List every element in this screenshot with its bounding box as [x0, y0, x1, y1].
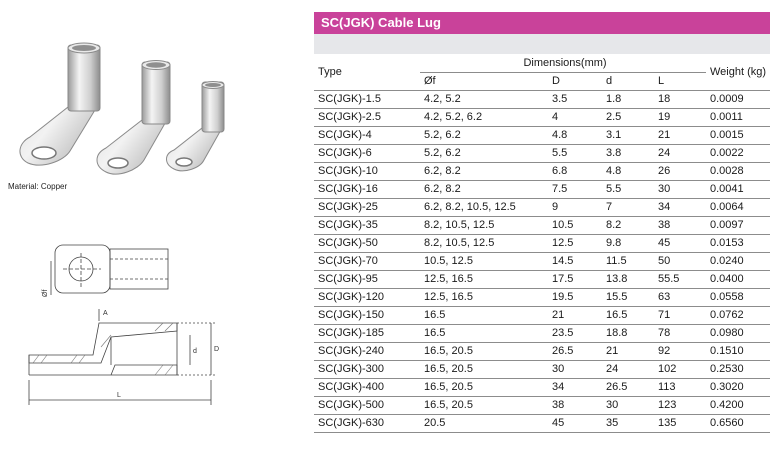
- cell-length: 19: [654, 109, 706, 127]
- table-row: [314, 415, 770, 433]
- label-L: L: [117, 392, 121, 399]
- cell-weight: 0.0153: [706, 235, 770, 253]
- table-row: [314, 289, 770, 307]
- cell-outer-diameter: 30: [548, 361, 602, 379]
- cell-hole-diameter: 16.5, 20.5: [420, 343, 548, 361]
- cell-hole-diameter: 20.5: [420, 415, 548, 433]
- product-illustrations: [0, 0, 300, 467]
- cell-weight: 0.0011: [706, 109, 770, 127]
- cell-type: SC(JGK)-240: [314, 343, 420, 361]
- cell-inner-diameter: 9.8: [602, 235, 654, 253]
- cell-inner-diameter: 8.2: [602, 217, 654, 235]
- cell-outer-diameter: 14.5: [548, 253, 602, 271]
- cell-weight: 0.4200: [706, 397, 770, 415]
- table-row: [314, 271, 770, 289]
- header-L: L: [654, 73, 706, 91]
- header-weight: Weight (kg): [706, 54, 770, 91]
- cell-length: 50: [654, 253, 706, 271]
- cell-type: SC(JGK)-2.5: [314, 109, 420, 127]
- cell-weight: 0.0240: [706, 253, 770, 271]
- cell-inner-diameter: 7: [602, 199, 654, 217]
- cell-weight: 0.0041: [706, 181, 770, 199]
- cell-outer-diameter: 5.5: [548, 145, 602, 163]
- cell-type: SC(JGK)-6: [314, 145, 420, 163]
- cell-inner-diameter: 26.5: [602, 379, 654, 397]
- lug-medium: [97, 61, 170, 175]
- cell-inner-diameter: 15.5: [602, 289, 654, 307]
- cell-inner-diameter: 21: [602, 343, 654, 361]
- table-row: [314, 109, 770, 127]
- cell-hole-diameter: 16.5, 20.5: [420, 361, 548, 379]
- label-D-big: D: [214, 346, 220, 353]
- cell-weight: 0.2530: [706, 361, 770, 379]
- cell-type: SC(JGK)-4: [314, 127, 420, 145]
- material-label: Material: Copper: [8, 182, 68, 191]
- top-view-tube: [110, 249, 168, 289]
- cell-inner-diameter: 1.8: [602, 91, 654, 109]
- cell-type: SC(JGK)-70: [314, 253, 420, 271]
- cell-inner-diameter: 5.5: [602, 181, 654, 199]
- label-d-small: d: [193, 348, 197, 355]
- table-row: [314, 163, 770, 181]
- label-fi: Øf: [42, 289, 49, 297]
- cell-length: 18: [654, 91, 706, 109]
- header-dimensions: Dimensions(mm): [420, 54, 706, 73]
- table-row: [314, 379, 770, 397]
- cell-hole-diameter: 10.5, 12.5: [420, 253, 548, 271]
- table-row: [314, 235, 770, 253]
- cell-weight: 0.1510: [706, 343, 770, 361]
- header-row-1: [314, 54, 770, 73]
- cell-length: 113: [654, 379, 706, 397]
- cell-length: 45: [654, 235, 706, 253]
- cell-hole-diameter: 16.5: [420, 307, 548, 325]
- cell-hole-diameter: 4.2, 5.2: [420, 91, 548, 109]
- cell-type: SC(JGK)-10: [314, 163, 420, 181]
- cell-inner-diameter: 3.1: [602, 127, 654, 145]
- cell-weight: 0.6560: [706, 415, 770, 433]
- cell-length: 24: [654, 145, 706, 163]
- cell-length: 123: [654, 397, 706, 415]
- title-sub-band: [314, 34, 770, 54]
- table-body: [314, 91, 770, 433]
- cell-weight: 0.0064: [706, 199, 770, 217]
- cell-outer-diameter: 9: [548, 199, 602, 217]
- cell-weight: 0.0762: [706, 307, 770, 325]
- cell-outer-diameter: 4: [548, 109, 602, 127]
- cell-length: 135: [654, 415, 706, 433]
- table-title: SC(JGK) Cable Lug: [314, 12, 770, 34]
- cell-inner-diameter: 4.8: [602, 163, 654, 181]
- cell-hole-diameter: 6.2, 8.2: [420, 181, 548, 199]
- cell-length: 102: [654, 361, 706, 379]
- cell-weight: 0.0097: [706, 217, 770, 235]
- cell-weight: 0.0022: [706, 145, 770, 163]
- cell-type: SC(JGK)-16: [314, 181, 420, 199]
- spec-table: [314, 54, 770, 433]
- lug-large: [20, 43, 100, 165]
- cell-hole-diameter: 16.5, 20.5: [420, 397, 548, 415]
- table-row: [314, 199, 770, 217]
- cell-outer-diameter: 23.5: [548, 325, 602, 343]
- cell-outer-diameter: 7.5: [548, 181, 602, 199]
- header-D: D: [548, 73, 602, 91]
- table-row: [314, 361, 770, 379]
- table-row: [314, 217, 770, 235]
- cell-weight: 0.0980: [706, 325, 770, 343]
- cell-length: 55.5: [654, 271, 706, 289]
- cell-hole-diameter: 5.2, 6.2: [420, 145, 548, 163]
- cell-type: SC(JGK)-400: [314, 379, 420, 397]
- cell-type: SC(JGK)-35: [314, 217, 420, 235]
- cell-length: 26: [654, 163, 706, 181]
- cell-type: SC(JGK)-95: [314, 271, 420, 289]
- cell-type: SC(JGK)-50: [314, 235, 420, 253]
- cell-outer-diameter: 4.8: [548, 127, 602, 145]
- table-row: [314, 127, 770, 145]
- table-row: [314, 91, 770, 109]
- table-row: [314, 253, 770, 271]
- cell-inner-diameter: 30: [602, 397, 654, 415]
- cell-outer-diameter: 10.5: [548, 217, 602, 235]
- cell-hole-diameter: 12.5, 16.5: [420, 271, 548, 289]
- cell-outer-diameter: 38: [548, 397, 602, 415]
- cell-hole-diameter: 8.2, 10.5, 12.5: [420, 235, 548, 253]
- cell-weight: 0.0028: [706, 163, 770, 181]
- cell-length: 71: [654, 307, 706, 325]
- table-row: [314, 307, 770, 325]
- cell-type: SC(JGK)-630: [314, 415, 420, 433]
- table-row: [314, 397, 770, 415]
- cell-type: SC(JGK)-185: [314, 325, 420, 343]
- section-outline: [29, 323, 177, 363]
- cell-hole-diameter: 5.2, 6.2: [420, 127, 548, 145]
- cell-inner-diameter: 18.8: [602, 325, 654, 343]
- cell-hole-diameter: 16.5: [420, 325, 548, 343]
- cell-outer-diameter: 45: [548, 415, 602, 433]
- table-row: [314, 325, 770, 343]
- cell-weight: 0.0400: [706, 271, 770, 289]
- cell-type: SC(JGK)-300: [314, 361, 420, 379]
- cell-inner-diameter: 3.8: [602, 145, 654, 163]
- cell-weight: 0.0015: [706, 127, 770, 145]
- cable-lug-photo: [0, 30, 300, 180]
- cell-outer-diameter: 3.5: [548, 91, 602, 109]
- cell-hole-diameter: 12.5, 16.5: [420, 289, 548, 307]
- cell-length: 78: [654, 325, 706, 343]
- cell-length: 30: [654, 181, 706, 199]
- table-row: [314, 343, 770, 361]
- cell-outer-diameter: 34: [548, 379, 602, 397]
- cell-outer-diameter: 17.5: [548, 271, 602, 289]
- cell-length: 21: [654, 127, 706, 145]
- table-row: [314, 181, 770, 199]
- cell-inner-diameter: 2.5: [602, 109, 654, 127]
- cell-weight: 0.3020: [706, 379, 770, 397]
- cell-length: 92: [654, 343, 706, 361]
- cell-weight: 0.0558: [706, 289, 770, 307]
- cell-inner-diameter: 16.5: [602, 307, 654, 325]
- cell-length: 34: [654, 199, 706, 217]
- cell-length: 63: [654, 289, 706, 307]
- cell-type: SC(JGK)-25: [314, 199, 420, 217]
- cell-inner-diameter: 24: [602, 361, 654, 379]
- table-row: [314, 145, 770, 163]
- header-type: Type: [314, 54, 420, 91]
- cell-outer-diameter: 26.5: [548, 343, 602, 361]
- cell-inner-diameter: 35: [602, 415, 654, 433]
- lug-small: [167, 82, 225, 171]
- cell-outer-diameter: 6.8: [548, 163, 602, 181]
- cell-hole-diameter: 8.2, 10.5, 12.5: [420, 217, 548, 235]
- cell-outer-diameter: 21: [548, 307, 602, 325]
- header-f: Øf: [420, 73, 548, 91]
- label-a: A: [103, 310, 108, 317]
- technical-drawing: [15, 235, 255, 415]
- cell-inner-diameter: 13.8: [602, 271, 654, 289]
- cell-hole-diameter: 6.2, 8.2: [420, 163, 548, 181]
- cell-hole-diameter: 4.2, 5.2, 6.2: [420, 109, 548, 127]
- cell-type: SC(JGK)-1.5: [314, 91, 420, 109]
- cell-hole-diameter: 16.5, 20.5: [420, 379, 548, 397]
- cell-outer-diameter: 12.5: [548, 235, 602, 253]
- cell-hole-diameter: 6.2, 8.2, 10.5, 12.5: [420, 199, 548, 217]
- cell-weight: 0.0009: [706, 91, 770, 109]
- header-d: d: [602, 73, 654, 91]
- cell-type: SC(JGK)-150: [314, 307, 420, 325]
- cell-length: 38: [654, 217, 706, 235]
- cell-outer-diameter: 19.5: [548, 289, 602, 307]
- cell-inner-diameter: 11.5: [602, 253, 654, 271]
- cell-type: SC(JGK)-120: [314, 289, 420, 307]
- cell-type: SC(JGK)-500: [314, 397, 420, 415]
